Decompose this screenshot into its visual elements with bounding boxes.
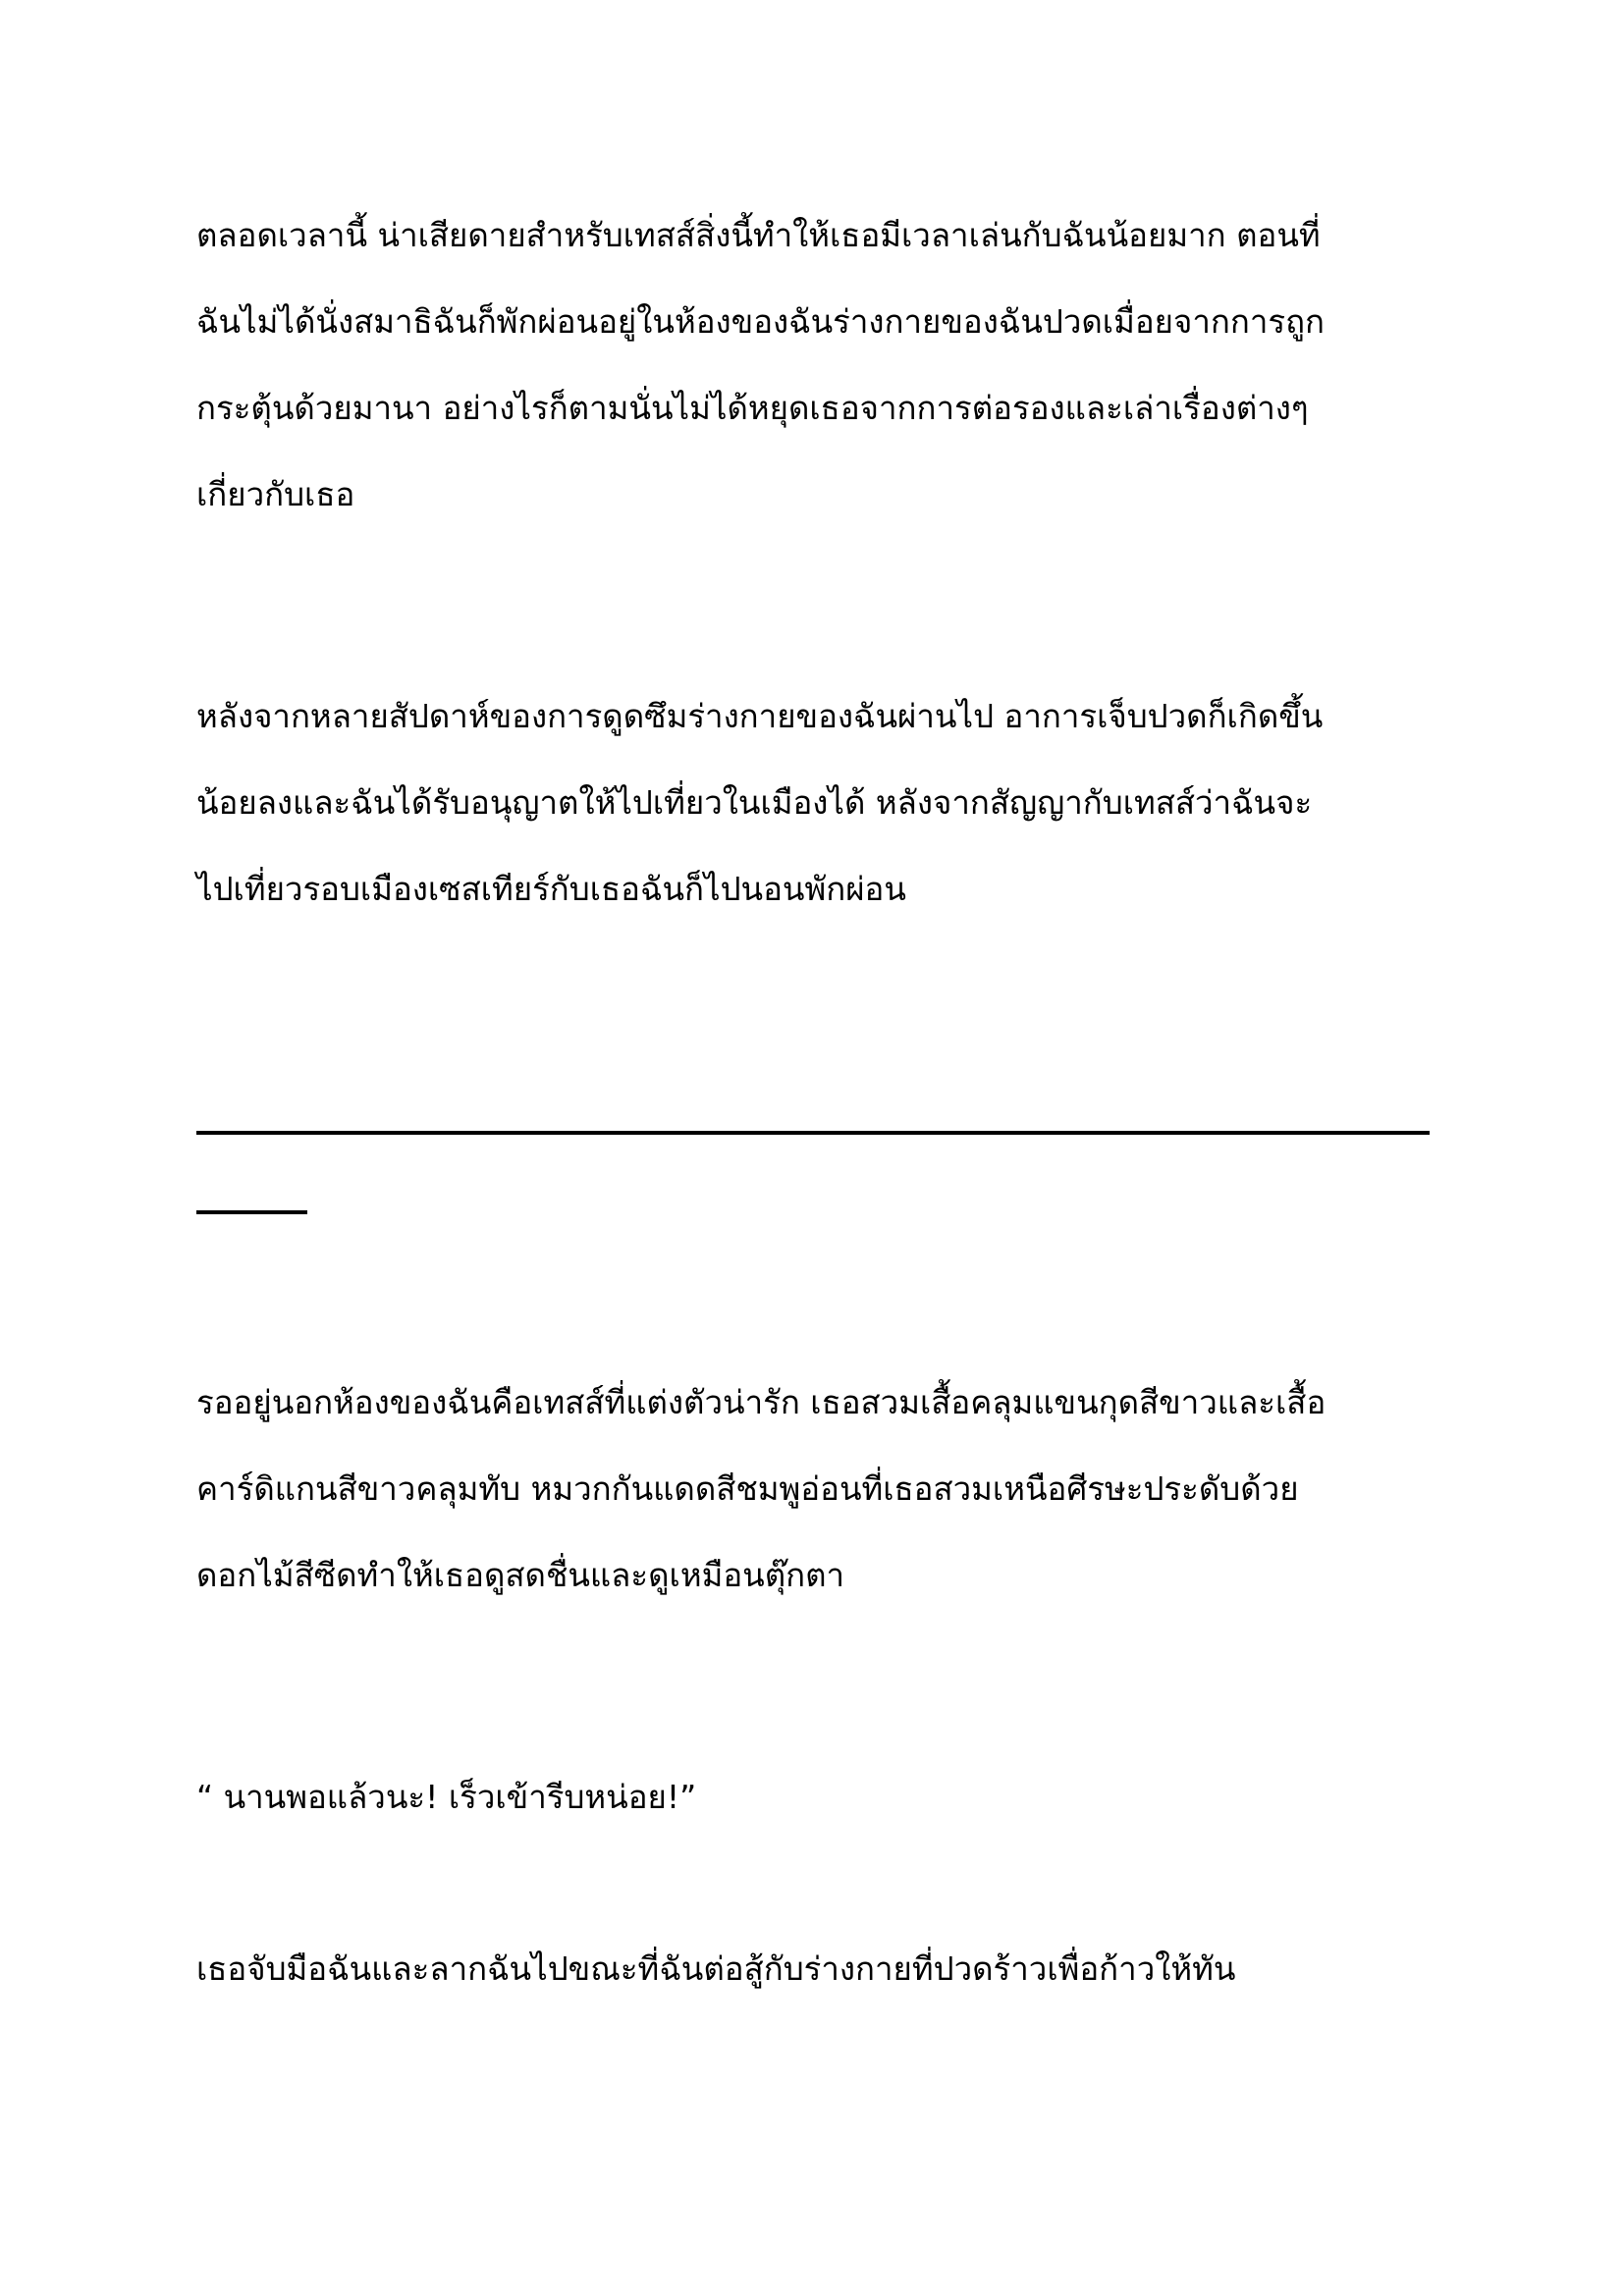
text-line: เธอจับมือฉันและลากฉันไปขณะที่ฉันต่อสู้กับร่างกายที่ปวดร้าวเพื่อก้าวให้ทัน bbox=[196, 1949, 1236, 1988]
dialogue-line: “ นานพอแล้วนะ! เร็วเข้ารีบหน่อย!” bbox=[196, 1778, 697, 1816]
text-line: ไปเที่ยวรอบเมืองเซสเทียร์กับเธอฉันก็ไปนอนพักผ่อน bbox=[196, 870, 906, 908]
text-line: ตลอดเวลานี้ น่าเสียดายสำหรับเทสส์สิ่งนี้ทำให้เธอมีเวลาเล่นกับฉันน้อยมาก ตอนที่ bbox=[196, 216, 1321, 254]
text-line: เกี่ยวกับเธอ bbox=[196, 475, 355, 513]
text-line: ฉันไม่ได้นั่งสมาธิฉันก็พักผ่อนอยู่ในห้องของฉันร่างกายของฉันปวดเมื่อยจากการถูก bbox=[196, 302, 1326, 341]
paragraph-3 bbox=[196, 1360, 1434, 1619]
text-line: กระตุ้นด้วยมานา อย่างไรก็ตามนั่นไม่ได้หยุดเธอจากการต่อรองและเล่าเรื่องต่างๆ bbox=[196, 389, 1309, 427]
text-line: ดอกไม้สีซีดทำให้เธอดูสดชื่นและดูเหมือนตุ๊กตา bbox=[196, 1556, 845, 1594]
section-divider-line bbox=[196, 1131, 1430, 1135]
paragraph-5 bbox=[196, 1926, 1434, 2012]
section-divider-short-line bbox=[196, 1210, 307, 1214]
text-line: หลังจากหลายสัปดาห์ของการดูดซึมร่างกายของฉันผ่านไป อาการเจ็บปวดก็เกิดขึ้น bbox=[196, 697, 1324, 735]
text-line: น้อยลงและฉันได้รับอนุญาตให้ไปเที่ยวในเมืองได้ หลังจากสัญญากับเทสส์ว่าฉันจะ bbox=[196, 783, 1313, 822]
paragraph-1 bbox=[196, 192, 1434, 538]
dialogue-paragraph bbox=[196, 1754, 1434, 1841]
text-line: คาร์ดิแกนสีขาวคลุมทับ หมวกกันแดดสีชมพูอ่อนที่เธอสวมเหนือศีรษะประดับด้วย bbox=[196, 1469, 1299, 1508]
text-line: รออยู่นอกห้องของฉันคือเทสส์ที่แต่งตัวน่ารัก เธอสวมเสื้อคลุมแขนกุดสีขาวและเสื้อ bbox=[196, 1383, 1326, 1421]
paragraph-2 bbox=[196, 673, 1434, 933]
